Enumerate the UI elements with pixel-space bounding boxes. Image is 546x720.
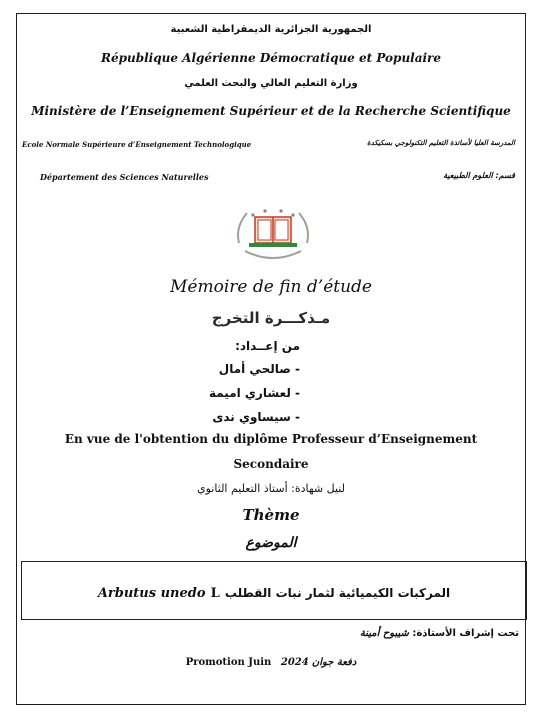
- memoire-title-fr: Mémoire de fin d’étude: [170, 277, 372, 297]
- school-logo: [225, 203, 321, 267]
- promotion-fr: Promotion Juin: [185, 657, 272, 668]
- author-1: - صالحي أمال: [218, 362, 300, 376]
- diploma-fr-line2: Secondaire: [233, 457, 309, 471]
- topic-box: [21, 561, 527, 620]
- republic-fr: République Algérienne Démocratique et Populaire: [100, 51, 442, 65]
- diploma-fr-line1: En vue de l'obtention du diplôme Professeur d’Enseignement: [64, 432, 478, 446]
- republic-ar: الجمهورية الجزائرية الديمقراطية الشعبية: [170, 24, 372, 35]
- school-ar: المدرسة العليا لأساتذة التعليم التكنولوجي بسكيكدة: [366, 139, 515, 147]
- author-3: - سيساوي ندى: [212, 410, 300, 424]
- theme-ar: الموضوع: [245, 535, 297, 551]
- ministry-fr: Ministère de l’Enseignement Supérieur et de la Recherche Scientifique: [31, 104, 511, 118]
- diploma-ar: لنيل شهادة: أستاذ التعليم الثانوي: [197, 482, 345, 495]
- promotion-year: 2024: [280, 657, 309, 668]
- memoire-title-ar: مـذكـــرة التخرج: [211, 309, 331, 327]
- topic-author-abbr: L: [210, 586, 220, 601]
- supervisor-name: شيبوح أمينة: [359, 628, 409, 639]
- department-ar: قسم: العلوم الطبيعية: [443, 171, 515, 180]
- prepared-by-label: من إعــداد:: [235, 339, 300, 353]
- ministry-ar: وزارة التعليم العالي والبحث العلمي: [184, 78, 358, 89]
- topic-species: Arbutus unedo: [97, 586, 206, 601]
- topic-title: [22, 582, 526, 601]
- department-fr: Département des Sciences Naturelles: [40, 172, 209, 182]
- supervision: [360, 628, 519, 639]
- author-2: - لعشاري اميمة: [208, 386, 300, 400]
- book-logo-icon: [225, 203, 321, 267]
- promotion: [16, 657, 526, 668]
- promotion-ar: دفعة جوان: [311, 657, 357, 668]
- topic-title-ar: المركبات الكيميائية لثمار نبات القطلب: [224, 586, 451, 600]
- theme-fr: Thème: [242, 506, 300, 524]
- school-fr: Ecole Normale Supérieure d’Enseignement Technologique: [22, 140, 252, 149]
- supervision-label: تحت إشراف الأستاذة:: [412, 628, 519, 639]
